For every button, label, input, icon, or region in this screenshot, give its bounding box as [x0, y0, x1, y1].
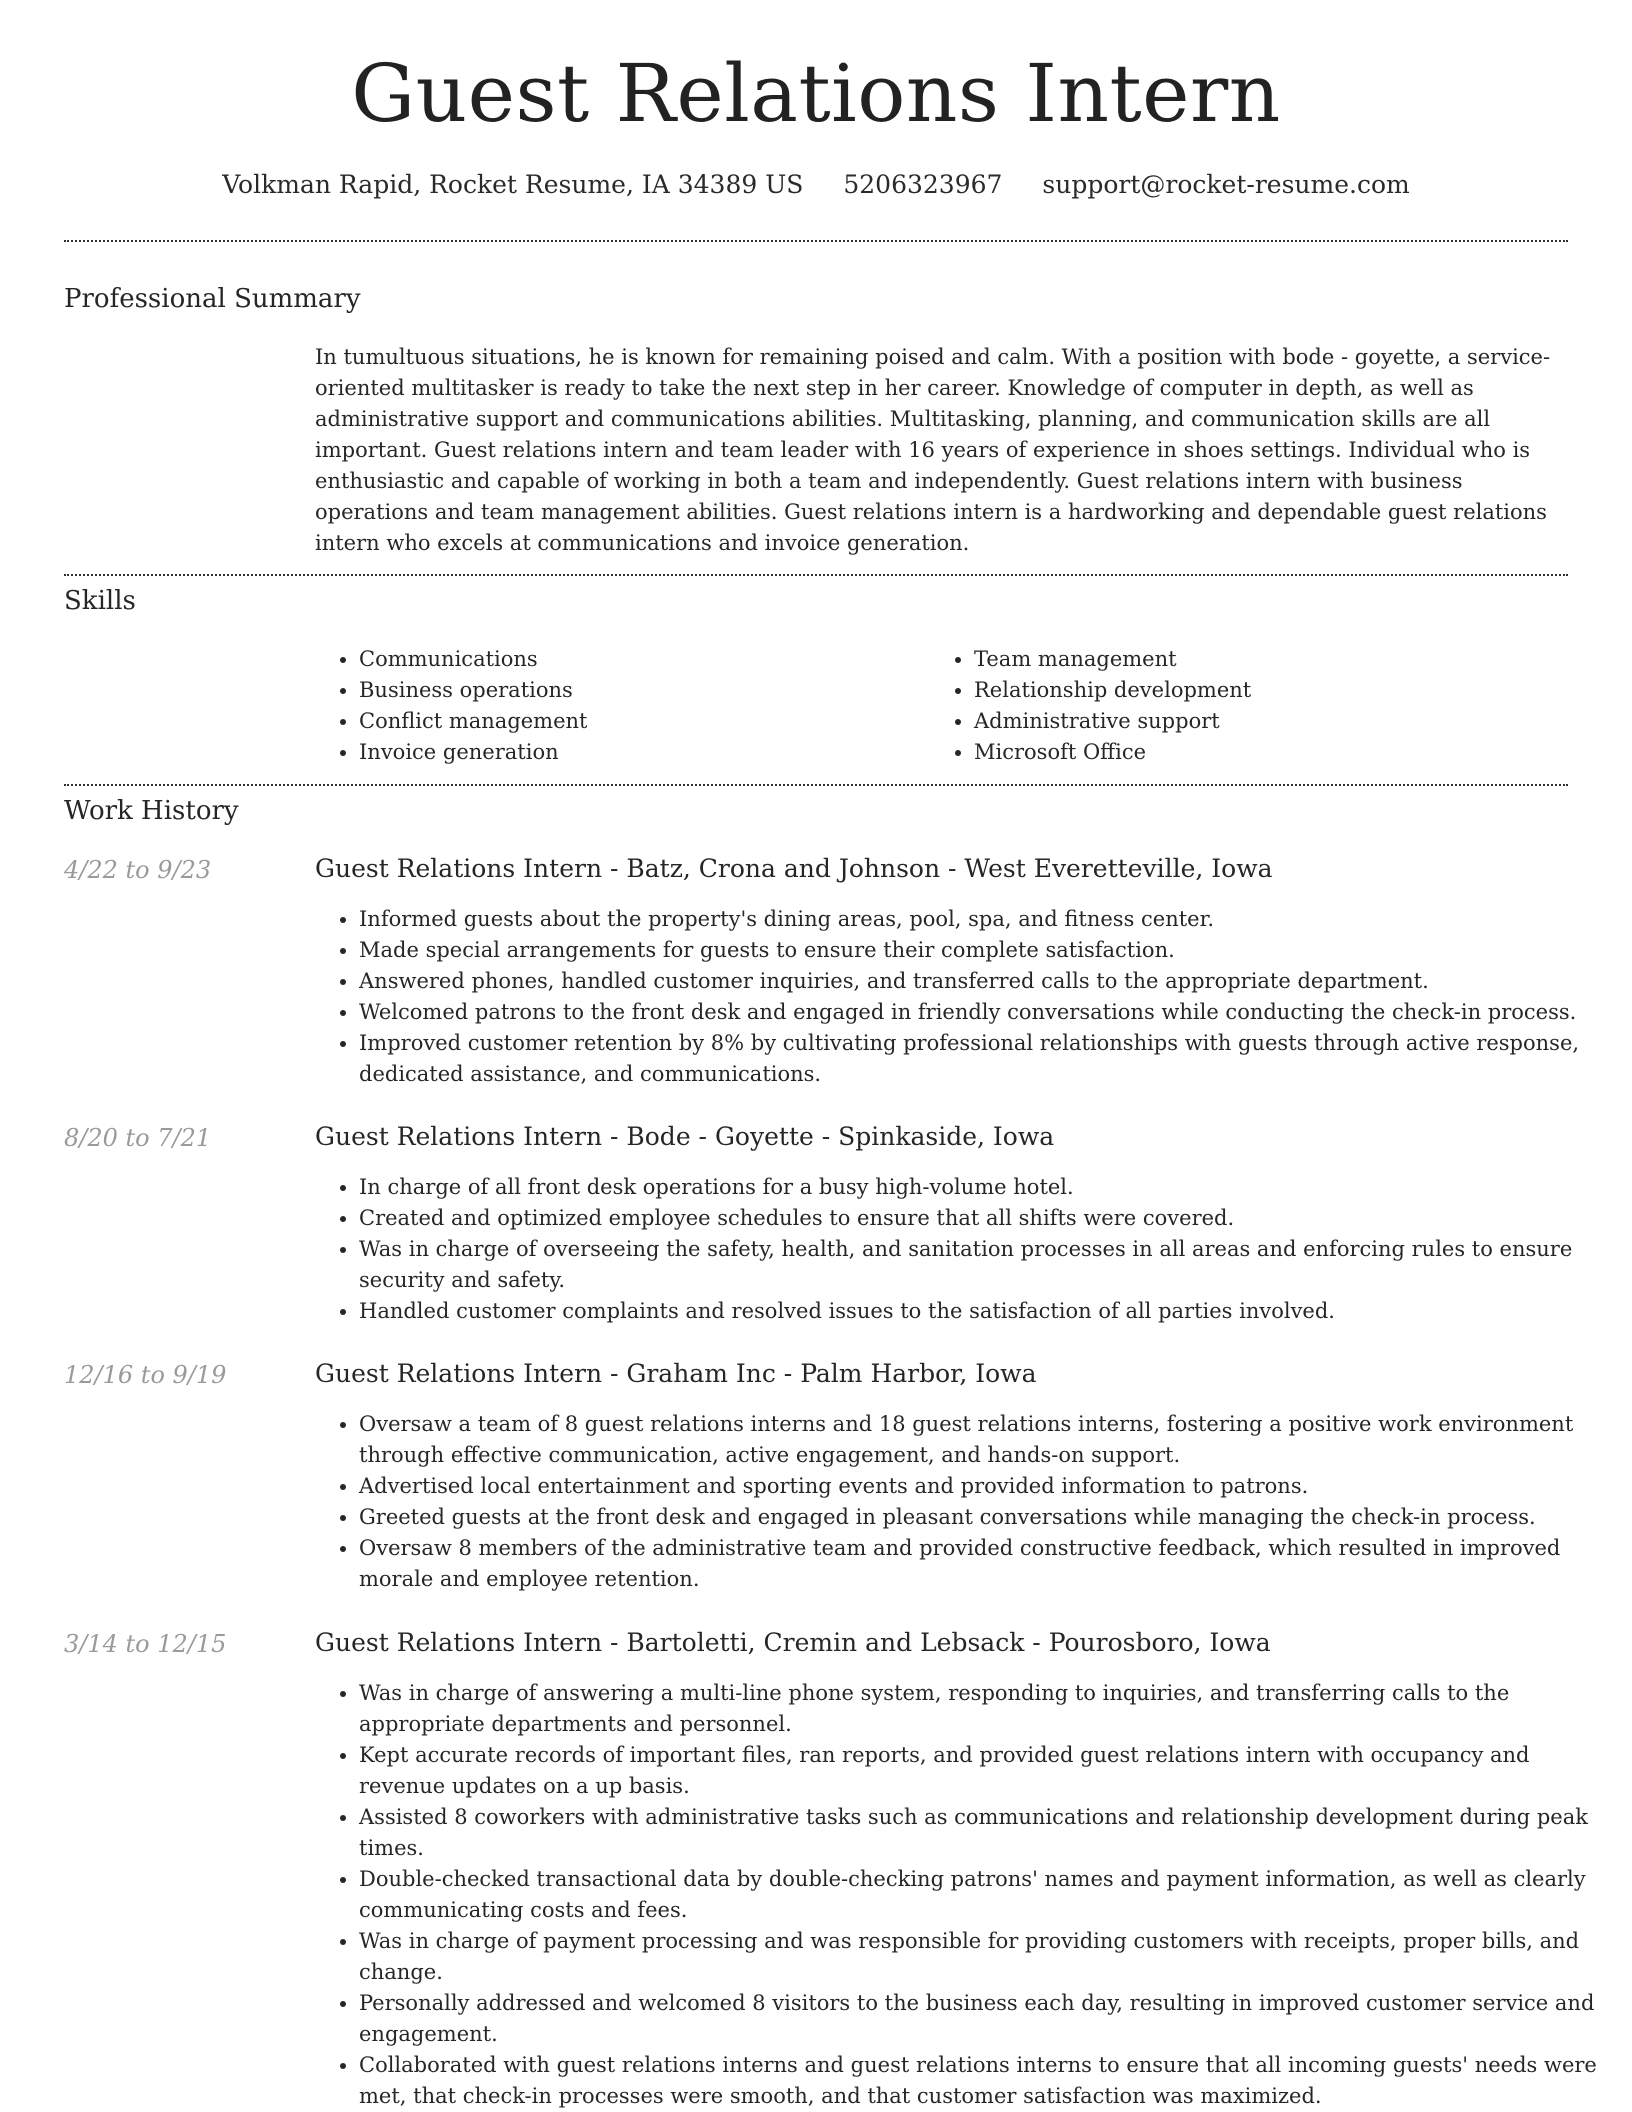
- contact-address: Volkman Rapid, Rocket Resume, IA 34389 US: [222, 170, 804, 199]
- skill-item: • Communications: [359, 644, 919, 675]
- skill-item: • Administrative support: [974, 706, 1574, 737]
- section-title-summary: Professional Summary: [64, 284, 361, 314]
- job-bullet: • Oversaw a team of 8 guest relations interns and 18 guest relations interns, fostering a positive work environment through effective communication, active engagement, and hands-on support.: [359, 1409, 1609, 1471]
- job-bullet: • Informed guests about the property's dining areas, pool, spa, and fitness center.: [359, 904, 1609, 935]
- job-bullet: • Advertised local entertainment and sporting events and provided information to patrons.: [359, 1471, 1609, 1502]
- job-bullet: • Answered phones, handled customer inquiries, and transferred calls to the appropriate department.: [359, 966, 1609, 997]
- job-bullet: • Improved customer retention by 8% by cultivating professional relationships with guests through active response, dedicated assistance, and communications.: [359, 1028, 1609, 1090]
- job-title: Guest Relations Intern - Batz, Crona and Johnson - West Everetteville, Iowa: [315, 854, 1273, 883]
- skill-item: • Microsoft Office: [974, 737, 1574, 768]
- job-bullet: • Assisted 8 coworkers with administrative tasks such as communications and relationship development during peak times.: [359, 1802, 1609, 1864]
- job-bullets: [315, 1409, 1609, 1595]
- job-bullets: [315, 904, 1609, 1090]
- section-title-work-history: Work History: [64, 796, 239, 826]
- job-bullet: • Collaborated with guest relations interns and guest relations interns to ensure that all incoming guests' needs were met, that check-in processes were smooth, and that customer satisfaction was maximized.: [359, 2050, 1609, 2112]
- job-bullet: • Oversaw 8 members of the administrative team and provided constructive feedback, which resulted in improved morale and employee retention.: [359, 1533, 1609, 1595]
- job-bullet: • Welcomed patrons to the front desk and engaged in friendly conversations while conducting the check-in process.: [359, 997, 1609, 1028]
- skills-list-right: [930, 644, 1574, 768]
- job-bullets: [315, 1172, 1609, 1327]
- job-bullet: • Greeted guests at the front desk and engaged in pleasant conversations while managing the check-in process.: [359, 1502, 1609, 1533]
- divider: [64, 574, 1568, 576]
- job-bullet: • Handled customer complaints and resolved issues to the satisfaction of all parties involved.: [359, 1296, 1609, 1327]
- skills-list-left: [315, 644, 919, 768]
- job-bullet: • Personally addressed and welcomed 8 visitors to the business each day, resulting in improved customer service and engagement.: [359, 1988, 1609, 2050]
- divider: [64, 240, 1568, 242]
- job-title: Guest Relations Intern - Bode - Goyette - Spinkaside, Iowa: [315, 1122, 1055, 1151]
- section-title-skills: Skills: [64, 586, 136, 616]
- contact-phone: 5206323967: [843, 170, 1003, 199]
- job-bullet: • Made special arrangements for guests to ensure their complete satisfaction.: [359, 935, 1609, 966]
- job-bullet: • Kept accurate records of important files, ran reports, and provided guest relations intern with occupancy and revenue updates on a up basis.: [359, 1740, 1609, 1802]
- job-dates: 8/20 to 7/21: [64, 1124, 212, 1152]
- job-title: Guest Relations Intern - Graham Inc - Palm Harbor, Iowa: [315, 1359, 1037, 1388]
- job-bullet: • Was in charge of answering a multi-line phone system, responding to inquiries, and transferring calls to the appropriate departments and personnel.: [359, 1678, 1609, 1740]
- job-bullet: • Double-checked transactional data by double-checking patrons' names and payment information, as well as clearly communicating costs and fees.: [359, 1864, 1609, 1926]
- skill-item: • Conflict management: [359, 706, 919, 737]
- job-title: Guest Relations Intern - Bartoletti, Cremin and Lebsack - Pourosboro, Iowa: [315, 1628, 1271, 1657]
- divider: [64, 784, 1568, 786]
- job-dates: 4/22 to 9/23: [64, 856, 212, 884]
- job-dates: 3/14 to 12/15: [64, 1630, 227, 1658]
- resume-name-heading: Guest Relations Intern: [351, 47, 1281, 140]
- job-bullet: • Was in charge of overseeing the safety, health, and sanitation processes in all areas and enforcing rules to ensure security and safety.: [359, 1234, 1609, 1296]
- contact-line: [0, 170, 1632, 199]
- skill-item: • Team management: [974, 644, 1574, 675]
- contact-email: support@rocket-resume.com: [1042, 170, 1410, 199]
- skill-item: • Invoice generation: [359, 737, 919, 768]
- summary-text: In tumultuous situations, he is known for remaining poised and calm. With a position with bode - goyette, a service-oriented multitasker is ready to take the next step in her career. Knowledge of computer in depth, as well as administrative support and communications abilities. Multitasking, planning, and communication skills are all important. Guest relations intern and team leader with 16 years of experience in shoes settings. Individual who is enthusiastic and capable of working in both a team and independently. Guest relations intern with business operations and team management abilities. Guest relations intern is a hardworking and dependable guest relations intern who excels at communications and invoice generation.: [315, 345, 1551, 555]
- job-bullets: [315, 1678, 1609, 2112]
- job-dates: 12/16 to 9/19: [64, 1361, 227, 1389]
- job-bullet: • Created and optimized employee schedules to ensure that all shifts were covered.: [359, 1203, 1609, 1234]
- job-bullet: • Was in charge of payment processing and was responsible for providing customers with receipts, proper bills, and change.: [359, 1926, 1609, 1988]
- skill-item: • Business operations: [359, 675, 919, 706]
- skill-item: • Relationship development: [974, 675, 1574, 706]
- job-bullet: • In charge of all front desk operations for a busy high-volume hotel.: [359, 1172, 1609, 1203]
